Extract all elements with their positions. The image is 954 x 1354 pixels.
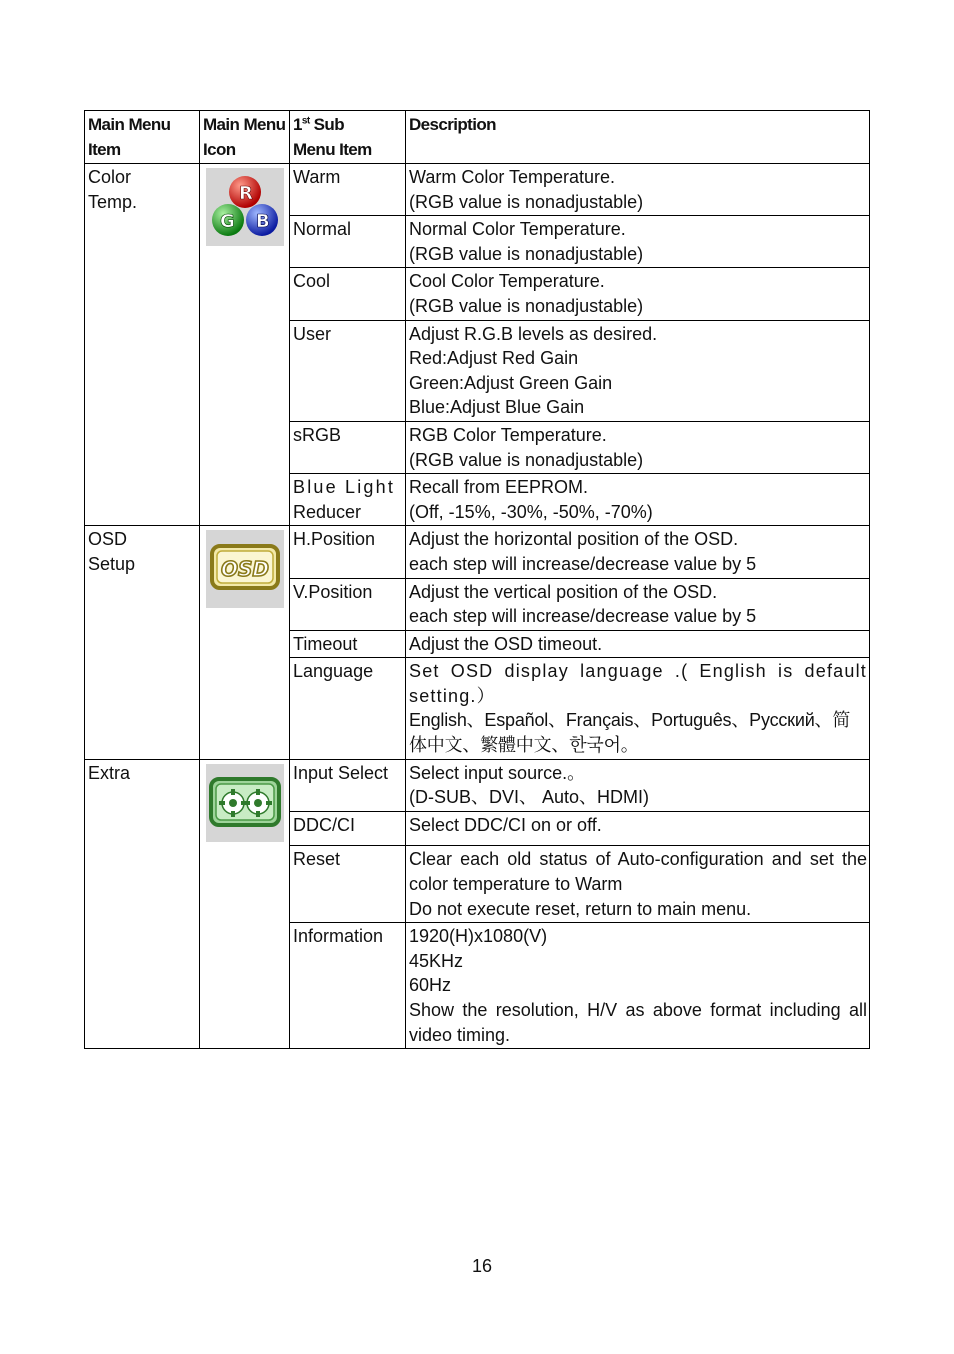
description-normal: Normal Color Temperature. (RGB value is nonadjustable)	[406, 216, 870, 268]
sub-menu-item-reset: Reset	[290, 846, 406, 923]
header-main-menu-item: Main Menu Item	[85, 111, 200, 164]
description-v-position: Adjust the vertical position of the OSD. each step will increase/decrease value by 5	[406, 578, 870, 630]
sub-menu-item-h-position: H.Position	[290, 526, 406, 578]
sub-menu-item-normal: Normal	[290, 216, 406, 268]
sub-menu-item-ddc-ci: DDC/CI	[290, 811, 406, 846]
page-number: 16	[471, 1256, 493, 1276]
sub-menu-item-information: Information	[290, 923, 406, 1049]
sub-menu-item-language: Language	[290, 658, 406, 759]
osd-menu-table	[84, 110, 870, 1049]
main-menu-icon-cell	[200, 759, 290, 1049]
description-h-position: Adjust the horizontal position of the OSD. each step will increase/decrease value by 5	[406, 526, 870, 578]
osd-icon	[206, 530, 284, 608]
description-input-select: Select input source.。 (D-SUB、DVI、 Auto、HDMI)	[406, 759, 870, 811]
svg-text:OSD: OSD	[220, 557, 270, 582]
sub-menu-item-cool: Cool	[290, 268, 406, 320]
description-blue-light-reducer: Recall from EEPROM. (Off, -15%, -30%, -50%, -70%)	[406, 474, 870, 526]
header-sub-menu-item: 1st Sub Menu Item	[290, 111, 406, 164]
sub-menu-item-srgb: sRGB	[290, 421, 406, 473]
table-row	[85, 526, 870, 578]
table-row	[85, 164, 870, 216]
main-menu-item-color-temp: Color Temp.	[85, 164, 200, 526]
main-menu-item-osd-setup: OSD Setup	[85, 526, 200, 759]
svg-text:B: B	[256, 211, 270, 232]
description-language: Set OSD display language .( English is default setting.） English、Español、Français、Português、Русский、简体中文、繁體中文、한국어。	[406, 658, 870, 759]
sub-menu-item-blue-light-reducer: Blue Light Reducer	[290, 474, 406, 526]
header-description: Description	[406, 111, 870, 164]
description-information: 1920(H)x1080(V) 45KHz 60Hz Show the resolution, H/V as above format including all video timing.	[406, 923, 870, 1049]
table-header-row	[85, 111, 870, 164]
svg-text:R: R	[239, 183, 253, 204]
description-ddc-ci: Select DDC/CI on or off.	[406, 811, 870, 846]
table-row	[85, 759, 870, 811]
main-menu-icon-cell	[200, 164, 290, 526]
main-menu-icon-cell	[200, 526, 290, 759]
sub-menu-item-timeout: Timeout	[290, 630, 406, 658]
sub-menu-item-user: User	[290, 320, 406, 421]
description-reset: Clear each old status of Auto-configuration and set the color temperature to Warm Do not execute reset, return to main menu.	[406, 846, 870, 923]
description-cool: Cool Color Temperature. (RGB value is nonadjustable)	[406, 268, 870, 320]
description-srgb: RGB Color Temperature. (RGB value is nonadjustable)	[406, 421, 870, 473]
description-user: Adjust R.G.B levels as desired. Red:Adjust Red Gain Green:Adjust Green Gain Blue:Adjust Blue Gain	[406, 320, 870, 421]
header-main-menu-icon: Main Menu Icon	[200, 111, 290, 164]
svg-text:G: G	[220, 211, 235, 232]
description-warm: Warm Color Temperature. (RGB value is nonadjustable)	[406, 164, 870, 216]
rgb-color-icon	[206, 168, 284, 246]
main-menu-item-extra: Extra	[85, 759, 200, 1049]
extra-gears-icon	[206, 764, 284, 842]
description-timeout: Adjust the OSD timeout.	[406, 630, 870, 658]
sub-menu-item-v-position: V.Position	[290, 578, 406, 630]
sub-menu-item-input-select: Input Select	[290, 759, 406, 811]
sub-menu-item-warm: Warm	[290, 164, 406, 216]
